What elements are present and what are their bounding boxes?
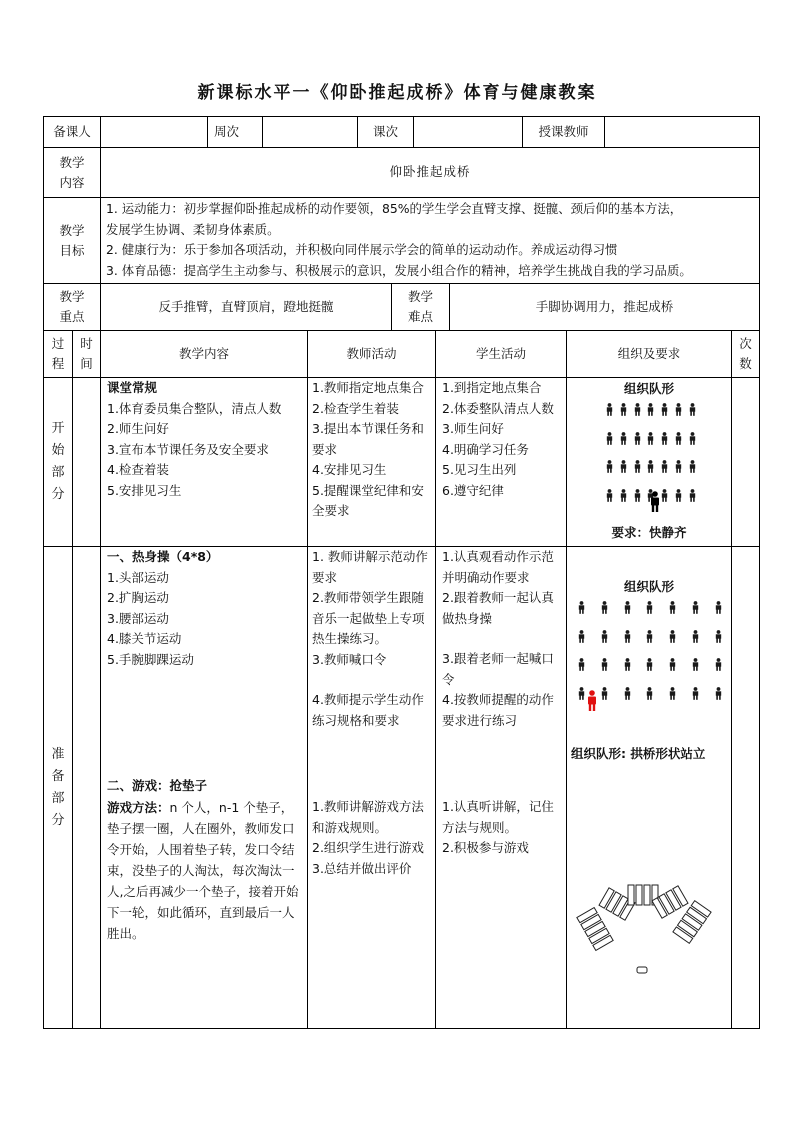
start-content-item: 3.宣布本节课任务及安全要求 — [107, 441, 269, 457]
formation-row — [577, 686, 723, 707]
teacher-value[interactable] — [605, 117, 759, 147]
col-content: 教学内容 — [178, 345, 229, 361]
warmup-item: 2.扩胸运动 — [107, 590, 169, 605]
teacher-warmup-item: 1. 教师讲解示范动作要求 — [312, 549, 428, 585]
warmup-item: 4.膝关节运动 — [107, 631, 182, 646]
difficulty-label — [392, 284, 449, 330]
formation-row — [605, 402, 697, 423]
key-label-line: 重点 — [59, 309, 85, 324]
student-figure-icon — [633, 431, 642, 452]
difficulty-label-line: 教学 — [407, 289, 433, 304]
start-content-title: 课堂常规 — [107, 380, 158, 395]
prep-formation — [577, 600, 723, 714]
student-figure-icon — [600, 629, 609, 650]
student-figure-icon — [605, 431, 614, 452]
mat-arrangement — [567, 877, 731, 982]
prep-teacher-game — [312, 797, 433, 917]
start-teacher-item: 2.检查学生着装 — [312, 400, 399, 416]
student-figure-icon — [605, 459, 614, 480]
start-student-item: 6.遵守纪律 — [442, 482, 504, 498]
student-figure-icon — [691, 657, 700, 678]
start-student-item: 5.见习生出列 — [442, 462, 517, 477]
teacher-warmup-item: 4.教师提示学生动作练习规格和要求 — [312, 692, 424, 728]
student-figure-icon — [668, 629, 677, 650]
mat-icon — [644, 885, 650, 905]
start-content — [107, 378, 305, 546]
student-figure-icon — [691, 600, 700, 621]
teacher-game-item: 1.教师讲解游戏方法和游戏规则。 — [312, 799, 424, 835]
student-game-item: 1.认真听讲解，记住方法与规则。 — [442, 799, 554, 835]
prep-warmup — [107, 547, 305, 757]
student-figure-icon — [633, 402, 642, 423]
student-warmup-item: 4.按教师提醒的动作要求进行练习 — [442, 692, 554, 728]
goals-label — [44, 198, 100, 283]
content-value: 仰卧推起成桥 — [389, 164, 471, 180]
warmup-item: 1.头部运动 — [107, 569, 169, 585]
start-org-title: 组织队形 — [623, 381, 674, 396]
col-time-char: 时 — [80, 336, 93, 351]
student-figure-icon — [619, 431, 628, 452]
preparer-label: 备课人 — [53, 123, 91, 139]
student-figure-icon — [645, 686, 654, 707]
student-game-item: 2.积极参与游戏 — [442, 840, 529, 855]
student-figure-icon — [619, 488, 628, 509]
col-count — [732, 331, 759, 377]
student-figure-icon — [605, 402, 614, 423]
student-figure-icon — [674, 459, 683, 480]
student-figure-icon — [688, 459, 697, 480]
process-char: 备 — [51, 768, 65, 784]
student-figure-icon — [577, 600, 586, 621]
student-figure-icon — [691, 629, 700, 650]
student-warmup-item: 1.认真观看动作示范并明确动作要求 — [442, 549, 554, 585]
teacher-warmup-item: 3.教师喊口令 — [312, 651, 387, 667]
student-figure-icon — [645, 629, 654, 650]
start-content-item: 4.检查着装 — [107, 462, 169, 477]
process-char: 分 — [51, 487, 65, 502]
teacher-label: 授课教师 — [538, 123, 589, 139]
prep-org-caption: 组织队形: 拱桥形状站立 — [571, 746, 706, 761]
teacher-position-icon — [637, 967, 647, 973]
col-process — [44, 331, 72, 377]
goal-line: 3. 体育品德：提高学生主动参与、积极展示的意识，发展小组合作的精神，培养学生挑战自我的学习品质。 — [106, 262, 692, 278]
student-figure-icon — [660, 488, 669, 509]
game-method-text: n 个人，n-1 个垫子，垫子摆一圈，人在圈外，教师发口令开始，人围着垫子转，发口令结束，没垫子的人淘汰，每次淘汰一人,之后再减少一个垫子，接着开始下一轮，如此循环，直到最后一人胜出。 — [107, 799, 299, 941]
start-student-item: 3.师生问好 — [442, 421, 504, 436]
teacher-game-item: 3.总结并做出评价 — [312, 860, 412, 876]
process-char: 开 — [51, 421, 65, 436]
student-figure-icon — [688, 402, 697, 423]
student-figure-icon — [605, 488, 614, 509]
student-figure-icon — [668, 686, 677, 707]
teacher-game-item: 2.组织学生进行游戏 — [312, 840, 424, 855]
prep-teacher-warmup — [312, 547, 433, 797]
col-student: 学生活动 — [475, 345, 526, 361]
lesson-value[interactable] — [414, 117, 522, 147]
process-char: 始 — [51, 443, 65, 458]
start-content-item: 5.安排见习生 — [107, 482, 182, 498]
warmup-item: 5.手腕脚踝运动 — [107, 651, 194, 667]
prep-org-title: 组织队形 — [623, 579, 674, 594]
goal-line: 1. 运动能力：初步掌握仰卧推起成桥的动作要领，85%的学生学会直臂支撑、挺髋、颈后仰的基本方法， — [106, 201, 683, 216]
col-time — [73, 331, 100, 377]
start-teacher-item: 5.提醒课堂纪律和安全要求 — [312, 482, 424, 518]
content-label-line: 教学 — [59, 154, 85, 170]
student-figure-icon — [600, 686, 609, 707]
lesson-label: 课次 — [372, 123, 398, 139]
student-figure-icon — [623, 686, 632, 707]
student-figure-icon — [633, 459, 642, 480]
prep-game — [107, 776, 305, 956]
teacher-figure-icon — [649, 491, 661, 520]
start-student-item: 2.体委整队清点人数 — [442, 400, 554, 416]
student-figure-icon — [660, 431, 669, 452]
student-figure-icon — [714, 686, 723, 707]
student-figure-icon — [623, 657, 632, 678]
student-figure-icon — [646, 402, 655, 423]
content-label — [44, 148, 100, 197]
student-figure-icon — [623, 629, 632, 650]
student-figure-icon — [577, 629, 586, 650]
formation-row — [605, 459, 697, 480]
prep-student-warmup — [442, 547, 564, 797]
game-method-label: 游戏方法： — [107, 799, 170, 815]
student-figure-icon — [714, 600, 723, 621]
student-figure-icon — [619, 459, 628, 480]
prep-process-label — [44, 547, 72, 1028]
prep-organization — [567, 547, 731, 1028]
game-method — [107, 797, 305, 944]
difficulty-label-line: 难点 — [407, 309, 433, 324]
start-teacher — [312, 378, 433, 546]
student-figure-icon — [688, 431, 697, 452]
student-figure-icon — [646, 459, 655, 480]
student-figure-icon — [674, 431, 683, 452]
student-figure-icon — [668, 657, 677, 678]
student-figure-icon — [633, 488, 642, 509]
col-count-char: 次 — [739, 336, 752, 351]
goals-label-line: 目标 — [59, 242, 85, 258]
start-teacher-item: 4.安排见习生 — [312, 462, 387, 477]
student-figure-icon — [577, 686, 586, 707]
start-org-requirement: 要求：快静齐 — [611, 525, 687, 540]
goals-label-line: 教学 — [59, 222, 85, 238]
student-warmup-item: 2.跟着教师一起认真做热身操 — [442, 590, 554, 626]
difficulty-value: 手脚协调用力，推起成桥 — [535, 298, 674, 314]
start-student-item: 4.明确学习任务 — [442, 441, 529, 457]
warmup-title: 一、热身操（4*8） — [107, 549, 219, 564]
formation-row — [577, 657, 723, 678]
process-char: 部 — [51, 790, 65, 806]
key-label-line: 教学 — [59, 289, 85, 304]
student-figure-icon — [674, 402, 683, 423]
student-figure-icon — [645, 657, 654, 678]
start-content-item: 2.师生问好 — [107, 421, 169, 436]
start-content-item: 1.体育委员集合整队，清点人数 — [107, 400, 282, 416]
process-char: 准 — [51, 746, 65, 762]
student-figure-icon — [691, 686, 700, 707]
col-process-char: 程 — [51, 356, 65, 371]
week-label: 周次 — [214, 124, 240, 139]
start-teacher-item: 3.提出本节课任务和要求 — [312, 421, 424, 457]
start-process-label — [44, 378, 72, 546]
formation-row — [605, 431, 697, 452]
student-figure-icon — [660, 459, 669, 480]
warmup-item: 3.腰部运动 — [107, 610, 169, 626]
process-char: 分 — [51, 812, 65, 828]
student-figure-icon — [619, 402, 628, 423]
goal-line: 发展学生协调、柔韧身体素质。 — [106, 221, 280, 237]
teacher-figure-icon — [586, 690, 598, 719]
col-time-char: 间 — [80, 356, 93, 371]
student-figure-icon — [623, 600, 632, 621]
preparer-value[interactable] — [101, 117, 207, 147]
start-student — [442, 378, 564, 546]
col-organization: 组织及要求 — [617, 345, 681, 361]
prep-student-game — [442, 797, 564, 897]
formation-row — [577, 600, 723, 621]
col-count-char: 数 — [739, 356, 752, 371]
col-teacher: 教师活动 — [346, 345, 397, 361]
student-figure-icon — [674, 488, 683, 509]
student-warmup-item: 3.跟着老师一起喊口令 — [442, 651, 554, 687]
teacher-warmup-item: 2.教师带领学生跟随音乐一起做垫上专项热生操练习。 — [312, 590, 425, 646]
student-figure-icon — [688, 488, 697, 509]
process-char: 部 — [51, 465, 65, 480]
week-value[interactable] — [263, 117, 357, 147]
col-process-char: 过 — [51, 336, 65, 351]
student-figure-icon — [577, 657, 586, 678]
goal-line: 2. 健康行为：乐于参加各项活动，并积极向同伴展示学会的简单的运动动作。养成运动得习惯 — [106, 242, 618, 257]
content-label-line: 内容 — [59, 174, 85, 190]
start-organization — [567, 378, 731, 546]
mat-icon — [636, 885, 642, 905]
student-figure-icon — [668, 600, 677, 621]
key-value: 反手推臂，直臂顶肩，蹬地挺髋 — [158, 298, 334, 314]
student-figure-icon — [600, 600, 609, 621]
page-title: 新课标水平一《仰卧推起成桥》体育与健康教案 — [197, 83, 597, 103]
goals-text — [106, 199, 758, 283]
start-student-item: 1.到指定地点集合 — [442, 380, 542, 395]
student-figure-icon — [714, 629, 723, 650]
mat-icon — [628, 885, 634, 905]
key-label — [44, 284, 100, 330]
game-title: 二、游戏：抢垫子 — [107, 778, 208, 793]
formation-row — [577, 629, 723, 650]
student-figure-icon — [645, 600, 654, 621]
student-figure-icon — [714, 657, 723, 678]
student-figure-icon — [600, 657, 609, 678]
student-figure-icon — [646, 431, 655, 452]
student-figure-icon — [660, 402, 669, 423]
start-teacher-item: 1.教师指定地点集合 — [312, 380, 424, 395]
